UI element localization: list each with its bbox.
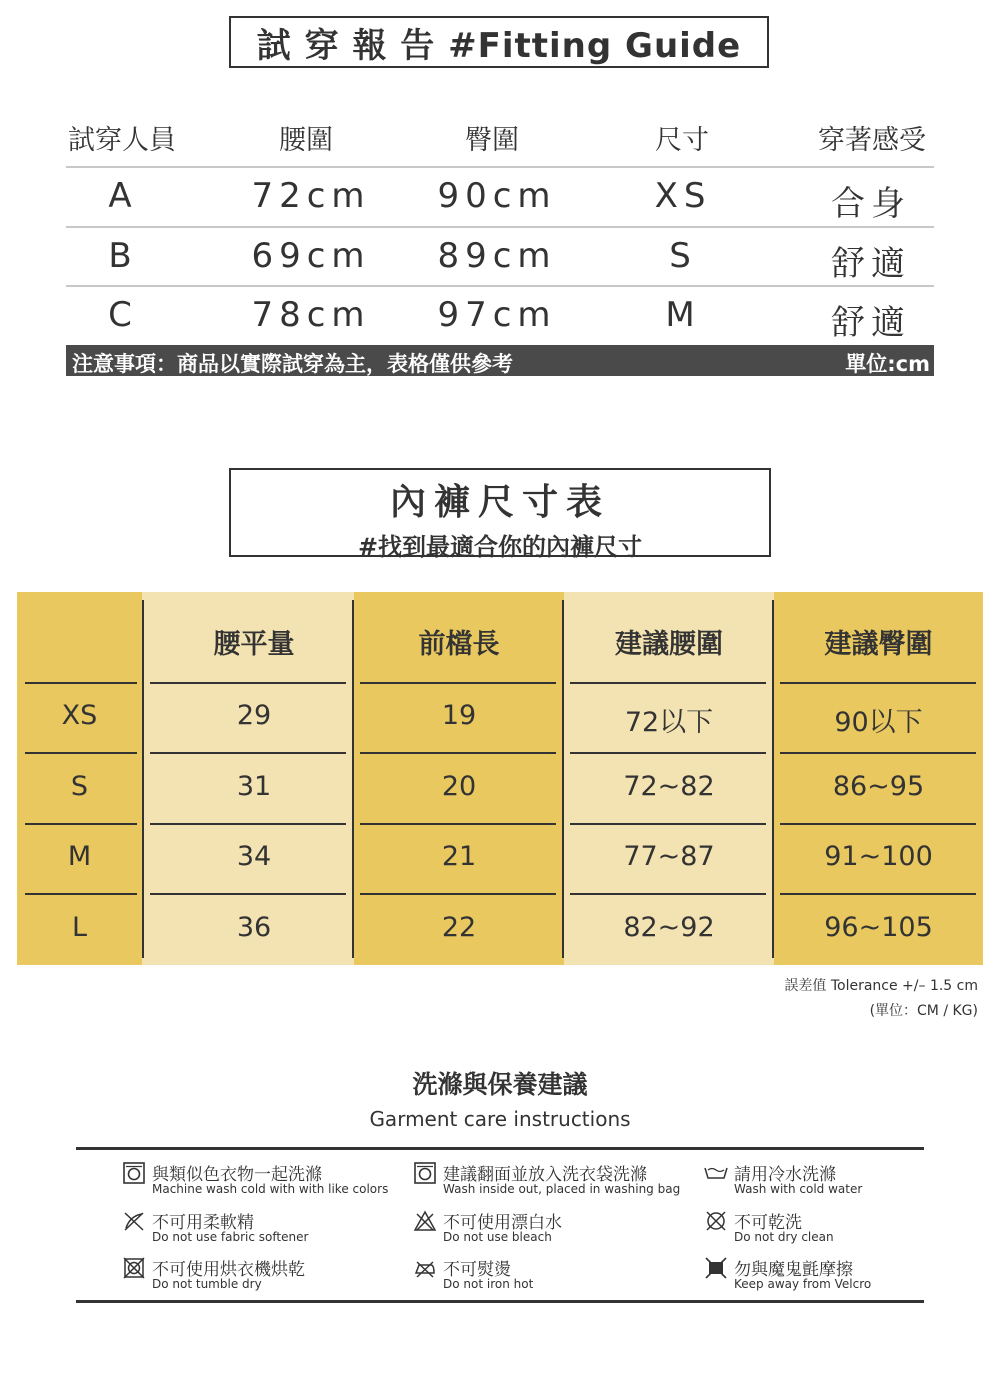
care-zh: 不可使用漂白水 [443, 1213, 562, 1233]
care-zh: 建議翻面並放入洗衣袋洗滌 [443, 1165, 647, 1185]
care-zh: 不可使用烘衣機烘乾 [152, 1260, 305, 1280]
row-separator [570, 752, 766, 754]
no-velcro-icon [704, 1257, 728, 1279]
care-title: 洗滌與保養建議 [412, 1070, 588, 1099]
tolerance-text: 誤差值 Tolerance +/– 1.5 cm [784, 978, 978, 994]
header-person: 試穿人員 [68, 125, 176, 156]
row-separator [25, 682, 137, 684]
size-cell: 36 [236, 912, 272, 943]
size-header-waist-flat: 腰平量 [213, 629, 295, 660]
care-en: Keep away from Velcro [734, 1277, 872, 1291]
fitting-row-a [66, 166, 934, 226]
no-softener-icon [122, 1210, 146, 1232]
row-feel: 合身 [831, 184, 911, 224]
care-en: Do not dry clean [734, 1230, 834, 1244]
size-chart-title: 內褲尺寸表 [389, 482, 610, 523]
size-header-hip: 建議臀圍 [824, 629, 933, 660]
size-cell: 96~105 [824, 912, 933, 943]
row-separator [25, 823, 137, 825]
row-person: C [108, 295, 138, 335]
cold-water-icon [704, 1162, 728, 1184]
size-label: XS [61, 700, 98, 731]
size-cell: 31 [236, 771, 272, 802]
column-divider [142, 600, 144, 958]
size-cell: 72以下 [624, 707, 714, 738]
column-divider [562, 600, 564, 958]
row-size: M [665, 295, 701, 335]
row-separator [25, 752, 137, 754]
notice-bar [66, 345, 934, 376]
size-label: M [67, 841, 92, 872]
care-zh: 與類似色衣物一起洗滌 [152, 1165, 322, 1185]
size-cell: 20 [441, 771, 477, 802]
header-hip: 臀圍 [465, 125, 519, 156]
row-separator [780, 823, 976, 825]
size-cell: 22 [441, 912, 477, 943]
care-subtitle: Garment care instructions [369, 1107, 631, 1131]
size-cell: 77~87 [623, 841, 715, 872]
care-en: Do not tumble dry [152, 1277, 262, 1291]
fitting-table-header [66, 112, 934, 162]
care-en: Machine wash cold with with like colors [152, 1182, 389, 1196]
row-separator [780, 893, 976, 895]
row-feel: 舒適 [831, 244, 911, 284]
row-feel: 舒適 [831, 303, 911, 343]
row-separator [150, 823, 346, 825]
care-en: Do not use bleach [443, 1230, 552, 1244]
fitting-row-c [66, 285, 934, 345]
size-cell: 72~82 [623, 771, 715, 802]
fitting-row-b [66, 226, 934, 286]
size-cell: 91~100 [824, 841, 933, 872]
column-divider [772, 600, 774, 958]
size-label: S [70, 771, 89, 802]
care-bottom-rule [76, 1300, 924, 1303]
care-en: Do not iron hot [443, 1277, 534, 1291]
size-cell: 29 [236, 700, 272, 731]
header-feel: 穿著感受 [818, 125, 926, 156]
row-separator [360, 752, 556, 754]
notice-text: 注意事項：商品以實際試穿為主，表格僅供參考 [72, 352, 513, 376]
no-bleach-icon [413, 1210, 437, 1232]
row-separator [150, 682, 346, 684]
size-cell: 21 [441, 841, 477, 872]
no-tumble-dry-icon [122, 1257, 146, 1279]
size-cell: 86~95 [832, 771, 925, 802]
care-en: Wash with cold water [734, 1182, 863, 1196]
row-separator [570, 893, 766, 895]
row-hip: 90cm [437, 176, 557, 216]
header-waist: 腰圍 [279, 125, 333, 156]
row-hip: 89cm [437, 236, 557, 276]
machine-wash-icon [122, 1162, 146, 1184]
row-size: XS [654, 176, 712, 216]
care-zh: 不可用柔軟精 [152, 1213, 254, 1233]
care-top-rule [76, 1147, 924, 1150]
row-separator [570, 823, 766, 825]
size-cell: 90以下 [834, 707, 923, 738]
row-separator [780, 752, 976, 754]
size-header-rise: 前檔長 [418, 629, 500, 660]
size-unit-text: (單位：CM / KG) [869, 1003, 978, 1019]
no-dry-clean-icon [704, 1210, 728, 1232]
size-cell: 82~92 [623, 912, 715, 943]
row-hip: 97cm [437, 295, 557, 335]
fitting-guide-title: 試 穿 報 告 #Fitting Guide [229, 16, 769, 68]
row-person: A [108, 176, 138, 216]
care-zh: 請用冷水洗滌 [734, 1165, 836, 1185]
row-separator [150, 752, 346, 754]
row-waist: 69cm [251, 236, 371, 276]
row-separator [570, 682, 766, 684]
size-chart-title-box [229, 468, 771, 561]
care-en: Wash inside out, placed in washing bag [443, 1182, 681, 1196]
size-cell: 19 [441, 700, 477, 731]
size-header-waist: 建議腰圍 [615, 629, 723, 660]
unit-text: 單位:cm [845, 352, 930, 376]
row-separator [360, 823, 556, 825]
header-size: 尺寸 [655, 125, 709, 156]
row-separator [780, 682, 976, 684]
size-cell: 34 [236, 841, 272, 872]
washing-bag-icon [413, 1162, 437, 1184]
row-separator [150, 893, 346, 895]
row-waist: 72cm [251, 176, 371, 216]
size-label: L [71, 912, 88, 943]
row-person: B [108, 236, 138, 276]
care-zh: 不可乾洗 [734, 1213, 802, 1233]
care-zh: 不可熨燙 [443, 1260, 511, 1280]
row-waist: 78cm [251, 295, 371, 335]
care-en: Do not use fabric softener [152, 1230, 309, 1244]
care-zh: 勿與魔鬼氈摩擦 [734, 1260, 853, 1280]
row-separator [360, 682, 556, 684]
size-chart-subtitle: #找到最適合你的內褲尺寸 [357, 533, 643, 561]
row-size: S [669, 236, 697, 276]
row-separator [25, 893, 137, 895]
no-iron-icon [413, 1257, 437, 1279]
row-separator [360, 893, 556, 895]
